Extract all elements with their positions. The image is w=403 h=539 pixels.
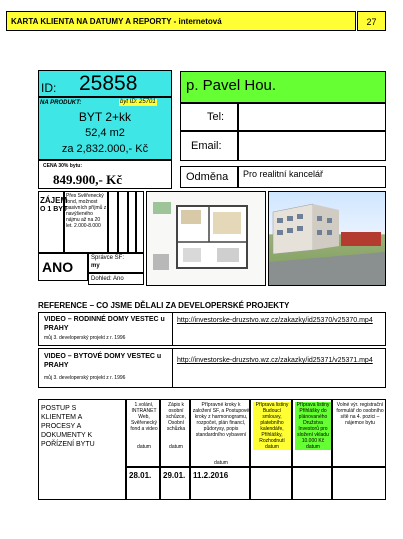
process-col-4-text: Příprava listiny Budoucí smlouvy, platebního kalendáře, Přihlášky, Rozhodnutí datum (253, 402, 291, 450)
zajem-label: ZÁJEM (40, 196, 68, 205)
process-date-1 (126, 467, 160, 500)
product-price: za 2,832.000,- Kč (61, 143, 149, 155)
process-col-5 (292, 399, 332, 467)
reference-link-1[interactable]: http://investorske-druzstvo.wz.cz/zakazky/id25370/v25370.mp4 (177, 317, 373, 324)
ano-label: ANO (42, 259, 74, 275)
process-col-1-text: 1.volání, INTRANET Web, Svěřenecký fond a video (130, 402, 158, 432)
email-value-box (238, 131, 386, 161)
odmena-value-box (238, 166, 386, 188)
odmena-label-box (180, 166, 238, 188)
process-label-box (38, 399, 126, 500)
cena-value: 849.900,- Kč (53, 172, 122, 187)
cena-label: CENA 30% bytu: (43, 163, 82, 169)
process-date-3-value: 11.2.2016 (193, 471, 229, 480)
process-date-3 (190, 467, 250, 500)
interest-text-box (64, 191, 108, 253)
spravce-label: Správce SF: (91, 255, 125, 261)
empty-cell-3 (128, 191, 136, 253)
process-col-1 (126, 399, 160, 467)
process-col-6-text: Volné výr. registrační formulář do osobního sítě na 4. pozici – nájemce bytu (336, 402, 384, 426)
reference-sub-1: můj 3. developerský projekt z r. 1996 (44, 335, 126, 341)
email-label: Email: (191, 140, 222, 152)
process-col-1-datum: datum (137, 444, 151, 450)
empty-cell-2 (118, 191, 128, 253)
header-title-box (6, 11, 356, 31)
process-col-2 (160, 399, 190, 467)
process-col-4 (250, 399, 292, 467)
dohled-box (88, 273, 144, 285)
process-date-2 (160, 467, 190, 500)
process-date-1-value: 28.01. (129, 471, 152, 480)
reference-item-1 (38, 312, 386, 346)
reference-title-2: VIDEO – BYTOVÉ DOMY VESTEC u PRAHY (44, 353, 162, 369)
process-col-2-datum: datum (169, 444, 183, 450)
reference-sub-2: můj 3. developerský projekt z r. 1996 (44, 375, 126, 381)
building-photo (268, 191, 386, 286)
floor-plan-drawing (147, 192, 265, 285)
process-col-3-datum: datum (214, 460, 228, 466)
process-date-4 (250, 467, 292, 500)
tel-label: Tel: (207, 111, 225, 123)
product-area: 52,4 m2 (85, 127, 125, 139)
product-type: BYT 2+kk (78, 110, 132, 124)
ano-box (38, 253, 88, 281)
o1byt-label: O 1 BYT (40, 206, 68, 213)
spravce-box (88, 253, 144, 273)
byt-id: byt ID: 25701 (120, 99, 156, 105)
tel-value-box (238, 103, 386, 131)
process-col-3 (190, 399, 250, 467)
floor-plan-image (146, 191, 266, 286)
odmena-label: Odměna (186, 171, 229, 183)
process-col-6 (332, 399, 386, 467)
spravce-value: my (91, 263, 100, 269)
tel-label-box (180, 103, 238, 131)
page-number: 27 (366, 17, 377, 27)
id-number: 25858 (79, 72, 138, 95)
reference-link-2[interactable]: http://investorske-druzstvo.wz.cz/zakazky/id25371/v25371.mp4 (177, 357, 373, 364)
reference-item-2 (38, 348, 386, 388)
empty-cell-1 (108, 191, 118, 253)
interest-text: Přes Svěřenecký fond, možnost pasivních příjmů z navýšeného nájmu až na 20 let. 2.000-8.000 (66, 193, 107, 229)
id-prefix: ID: (41, 81, 57, 95)
odmena-value: Pro realitní kancelář (243, 169, 324, 179)
process-date-6 (332, 467, 386, 500)
product-box (38, 97, 172, 160)
dohled-text: Dohled: Ano (91, 276, 124, 282)
email-label-box (180, 131, 238, 161)
cena-box (38, 160, 172, 189)
process-date-5 (292, 467, 332, 500)
process-col-3-text: Přípravné kroky k založení SF, a Postupové kroky z harmonogramu, rozpočet, plán financí, půdorysy, popis standardního vybavení (192, 402, 250, 438)
page-number-box (357, 11, 386, 31)
reference-left-2 (39, 349, 173, 387)
client-name-box (180, 71, 386, 103)
header-title: KARTA KLIENTA NA DATUMY A REPORTY - internetová (11, 17, 222, 26)
reference-title: REFERENCE – CO JSME DĚLALI ZA DEVELOPERSKÉ PROJEKTY (38, 301, 290, 310)
empty-cell-4 (136, 191, 144, 253)
process-col-5-text: Příprava listiny Přihlášky do plánovaného Družstva Investorů pro složení vkladu 10.000 Kč datum (296, 402, 330, 450)
zajem-box (38, 191, 68, 253)
reference-title-1: VIDEO – RODINNÉ DOMY VESTEC u PRAHY (44, 316, 165, 332)
reference-left-1 (39, 313, 173, 345)
process-label: POSTUP S KLIENTEM A PROCESY A DOKUMENTY K POŘÍZENÍ BYTU (41, 405, 95, 448)
building-drawing (269, 192, 385, 285)
process-col-2-text: Zápis k osobní schůzce, Osobní schůzka (166, 402, 186, 432)
client-name: p. Pavel Hou. (186, 77, 277, 94)
id-box (38, 70, 172, 97)
product-label: NA PRODUKT: (40, 100, 82, 106)
process-date-2-value: 29.01. (163, 471, 186, 480)
